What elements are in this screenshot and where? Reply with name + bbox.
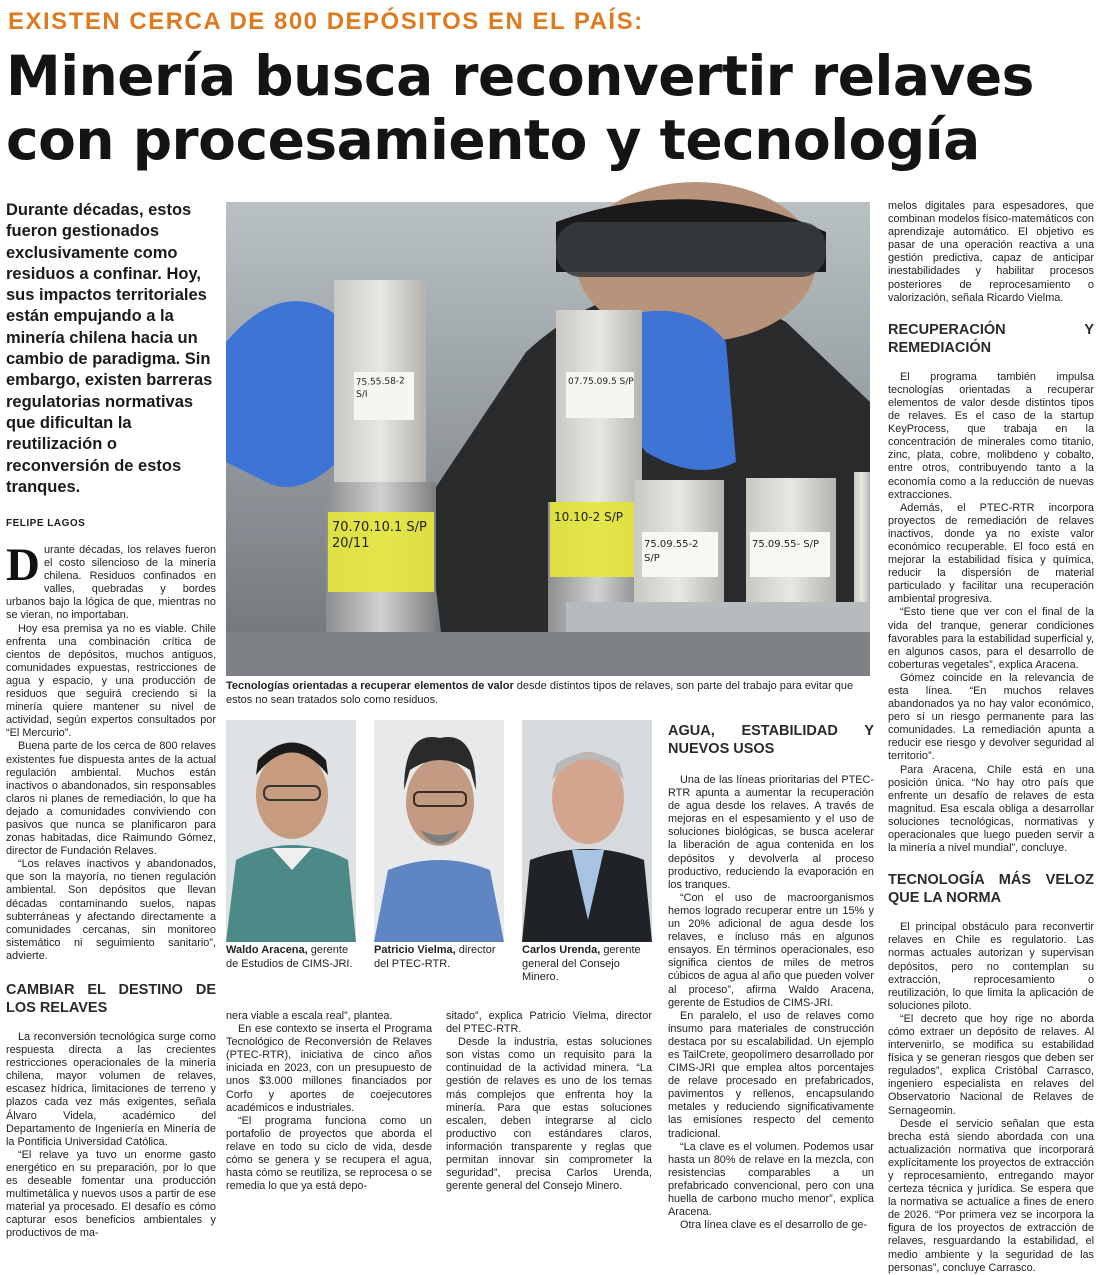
sample-label: 75.09.55- S/P	[752, 539, 820, 550]
subheading: AGUA, ESTABILIDAD Y NUEVOS USOS	[668, 723, 874, 757]
headline: Minería busca reconvertir relaves con procesamiento y tecnología	[6, 44, 1034, 172]
paragraph: Además, el PTEC-RTR incorpora proyectos de remediación de relaves inactivos, donde ya no existe valor económico recuperable. El foco está en mejorar la estabilidad física y química, reducir la dispersión de material particulado y facilitar una recuperación ambiental progresiva.	[888, 501, 1094, 606]
paragraph: “Los relaves inactivos y abandonados, que son la mayoría, no tienen regulación ambiental. Son depósitos que llevan décadas contaminando suelos, napas subterráneas y afectando directamente a comunidades cercanas, sin monitoreo sistemático ni seguimiento sanitario”, advierte.	[6, 858, 216, 962]
paragraph: En ese contexto se inserta el Programa Tecnológico de Reconversión de Relaves (PTEC-RTR), iniciativa de cinco años iniciada en 2023, con un presupuesto de unos $3.000 millones financiados por Corfo y aportes de coejecutores académicos e industriales.	[226, 1023, 432, 1114]
paragraph: La reconversión tecnológica surge como respuesta directa a las crecientes restricciones operacionales de la minería chilena, mayor volumen de relaves, escasez hídrica, limitaciones de terreno y plazos cada vez más exigentes, señala Álvaro Videla, académico del Departamento de Ingeniería en Minería de la Pontificia Universidad Católica.	[6, 1031, 216, 1148]
lab-photo-illustration	[226, 202, 870, 676]
column-2	[226, 1010, 432, 1193]
paragraph: El programa también impulsa tecnologías orientadas a recuperar elementos de valor desde distintos tipos de relaves. Es el caso de la startup KeyProcess, que trabaja en la concentración de minerales como titanio, zinc, plata, cobre, molibdeno y cobalto, entre otros, contribuyendo tanto a la economía como a la reducción de nuevas extracciones.	[888, 370, 1094, 501]
paragraph: Desde el servicio señalan que esta brecha está siendo abordada con una actualización normativa que incorporará explícitamente los proyectos de extracción y reprocesamiento, entregando mayor certeza técnica y jurídica. Se espera que la normativa se actualice a fines de enero de 2026. “Por primera vez se incorpora la figura de los proyectos de extracción de relaves, resguardando la estabilidad, el medio ambiente y la seguridad de las personas”, concluye Carrasco.	[888, 1117, 1094, 1274]
main-photo	[226, 202, 870, 676]
dropcap: D	[6, 539, 40, 591]
paragraph: Hoy esa premisa ya no es viable. Chile enfrenta una combinación crítica de cientos de depósitos, muchos antiguos, comunidades expuestas, restricciones de agua y espacio, y una producción de residuos que seguirá creciendo si la minería quiere mantener su nivel de actividad, según expertos consultados por “El Mercurio”.	[6, 622, 216, 740]
portrait-caption: Carlos Urenda, gerente general del Consejo Minero.	[522, 944, 641, 983]
paragraph: Para Aracena, Chile está en una posición única. “No hay otro país que enfrente un desafío de relaves de esta magnitud. Esa escala obliga a desarrollar soluciones tecnológicas, normativas y operacionales que luego pueden servir a la minería a nivel mundial”, concluye.	[888, 763, 1094, 855]
portrait-caption: Waldo Aracena, gerente de Estudios de CIMS-JRI.	[226, 944, 353, 970]
paragraph: “Esto tiene que ver con el final de la vida del tranque, generar condiciones favorables para la estabilidad superficial y, en algunos casos, para el desarrollo de coberturas vegetales”, explica Aracena.	[888, 606, 1094, 671]
sample-label: 70.70.10.1 S/P 20/11	[332, 520, 427, 551]
paragraph: melos digitales para espesadores, que combinan modelos físico-matemáticos con aprendizaje automático. El objetivo es pasar de una operación reactiva a una gestión predictiva, capaz de anticipar inestabilidades y habilitar procesos posteriores de reprocesamiento o valorización, señala Ricardo Vielma.	[888, 200, 1094, 304]
column-5	[888, 200, 1094, 1275]
portrait-photo	[374, 720, 504, 942]
column-1	[6, 539, 216, 1241]
paragraph: Desde la industria, estas soluciones son vistas como un requisito para la continuidad de la actividad minera. “La gestión de relaves es uno de los temas más complejos que enfrenta hoy la minería. Para que estas soluciones escalen, deben integrarse al ciclo productivo con estándares claros, información transparente y reglas que permitan innovar sin comprometer la seguridad”, precisa Carlos Urenda, gerente general del Consejo Minero.	[446, 1036, 652, 1193]
paragraph: “El decreto que hoy rige no aborda cómo extraer un depósito de relaves. Al intervenirlo, se modifica su estabilidad física y se generan riesgos que deben ser regulados”, explica Cristóbal Carrasco, ingeniero especialista en relaves del Observatorio Nacional de Relaves de Sernageomin.	[888, 1012, 1094, 1117]
paragraph: Otra línea clave es el desarrollo de ge-	[680, 1219, 868, 1232]
subheading: RECUPERACIÓN Y REMEDIACIÓN	[888, 321, 1094, 356]
portrait-patricio-vielma	[374, 720, 504, 942]
paragraph: Durante décadas, los relaves fueron el costo silencioso de la minería chilena. Residuos confinados en valles, quebradas y bordes urbanos bajo la lógica de que, mientras no se vieran, no importaban.	[6, 539, 216, 622]
paragraph: El principal obstáculo para reconvertir relaves en Chile es regulatorio. Las normas actuales autorizan y supervisan depósitos, pero no contemplan su extracción, reprocesamiento o reutilización, lo que limita la aplicación de soluciones piloto.	[888, 921, 1094, 1012]
paragraph: Gómez coincide en la relevancia de esta línea. “En muchos relaves abandonados ya no hay valor económico, pero sí un riesgo permanente para las comunidades. La remediación apunta a reducir ese riesgo y devolver seguridad al territorio”.	[888, 671, 1094, 763]
paragraph: Buena parte de los cerca de 800 relaves existentes fue dispuesta antes de la actual regulación ambiental. Muchos están inactivos o abandonados, sin responsables claros ni planes de remediación, lo que ha dejado a comunidades conviviendo con pasivos que nunca se planificaron para zonas habitadas, dice Raimundo Gómez, director de Fundación Relaves.	[6, 740, 216, 858]
portrait-caption: Patricio Vielma, director del PTEC-RTR.	[374, 944, 496, 970]
paragraph: sitado”, explica Patricio Vielma, director del PTEC-RTR.	[446, 1010, 652, 1036]
paragraph: En paralelo, el uso de relaves como insumo para materiales de construcción destaca por su escalabilidad. Un ejemplo es TailCrete, geopolímero desarrollado por CIMS-JRI que emplea altos porcentajes de relave procesado en prefabricados, pavimentos y rellenos, encapsulando metales y reduciendo significativamente las emisiones respecto del cemento tradicional.	[668, 1009, 874, 1140]
photo-caption: Tecnologías orientadas a recuperar elementos de valor desde distintos tipos de relaves, son parte del trabajo para evitar que estos no sean tratados solo como residuos.	[226, 680, 854, 706]
portrait-waldo-aracena	[226, 720, 356, 942]
sample-label: 07.75.09.5 S/P	[568, 377, 634, 387]
kicker: EXISTEN CERCA DE 800 DEPÓSITOS EN EL PAÍS:	[8, 8, 644, 35]
paragraph: Una de las líneas prioritarias del PTEC-RTR apunta a aumentar la recuperación de agua desde los relaves. A través de mejoras en el espesamiento y el uso de soluciones biológicas, se busca acelerar la liberación de agua contenida en los depósitos y devolverla al proceso productivo, reduciendo la evaporación en los tranques.	[668, 774, 874, 891]
column-3	[446, 1010, 652, 1193]
subheading: CAMBIAR EL DESTINO DE LOS RELAVES	[6, 982, 216, 1016]
paragraph: “El relave ya tuvo un enorme gasto energético en su preparación, por lo que es deseable fomentar una producción multimetálica y nuevos usos a partir de ese material ya procesado. El desafío es cómo capturar esos beneficios ambientales y productivos de ma-	[6, 1148, 216, 1240]
paragraph: “Con el uso de macroorganismos hemos logrado recuperar entre un 15% y un 20% adicional de agua desde los relaves, e incluso más en algunos ensayos. En términos operacionales, eso significa cientos de miles de metros cúbicos de agua al año que pueden volver al proceso”, afirma Waldo Aracena, gerente de Estudios de CIMS-JRI.	[668, 891, 874, 1009]
paragraph: “La clave es el volumen. Podemos usar hasta un 80% de relave en la mezcla, con resistencias comparables a un prefabricado convencional, pero con una huella de carbono mucho menor”, explica Aracena.	[668, 1140, 874, 1219]
sample-label: 75.55.58-2 S/I	[355, 376, 406, 401]
sample-label: 75.09.55-2 S/P	[644, 539, 699, 564]
sample-label: 10.10-2 S/P	[554, 510, 624, 524]
lead-paragraph: Durante décadas, estos fueron gestionados exclusivamente como residuos a confinar. Hoy, sus impactos territoriales están empujando a la minería chilena hacia un cambio de paradigma. Sin embargo, existen barreras regulatorias normativas que dificultan la reutilización o reconversión de estos tranques.	[6, 201, 213, 496]
portrait-photo	[226, 720, 356, 942]
column-4	[668, 722, 874, 1232]
subheading: TECNOLOGÍA MÁS VELOZ QUE LA NORMA	[888, 872, 1094, 907]
paragraph: nera viable a escala real”, plantea.	[226, 1010, 393, 1022]
portrait-photo	[522, 720, 652, 942]
paragraph: “El programa funciona como un portafolio de proyectos que aborda el relave en todo su ciclo de vida, desde cómo se genera y se recupera el agua, hasta cómo se reutiliza, se reprocesa o se remedia lo que ya está depo-	[226, 1114, 432, 1193]
portrait-carlos-urenda	[522, 720, 652, 942]
byline: FELIPE LAGOS	[6, 518, 86, 529]
